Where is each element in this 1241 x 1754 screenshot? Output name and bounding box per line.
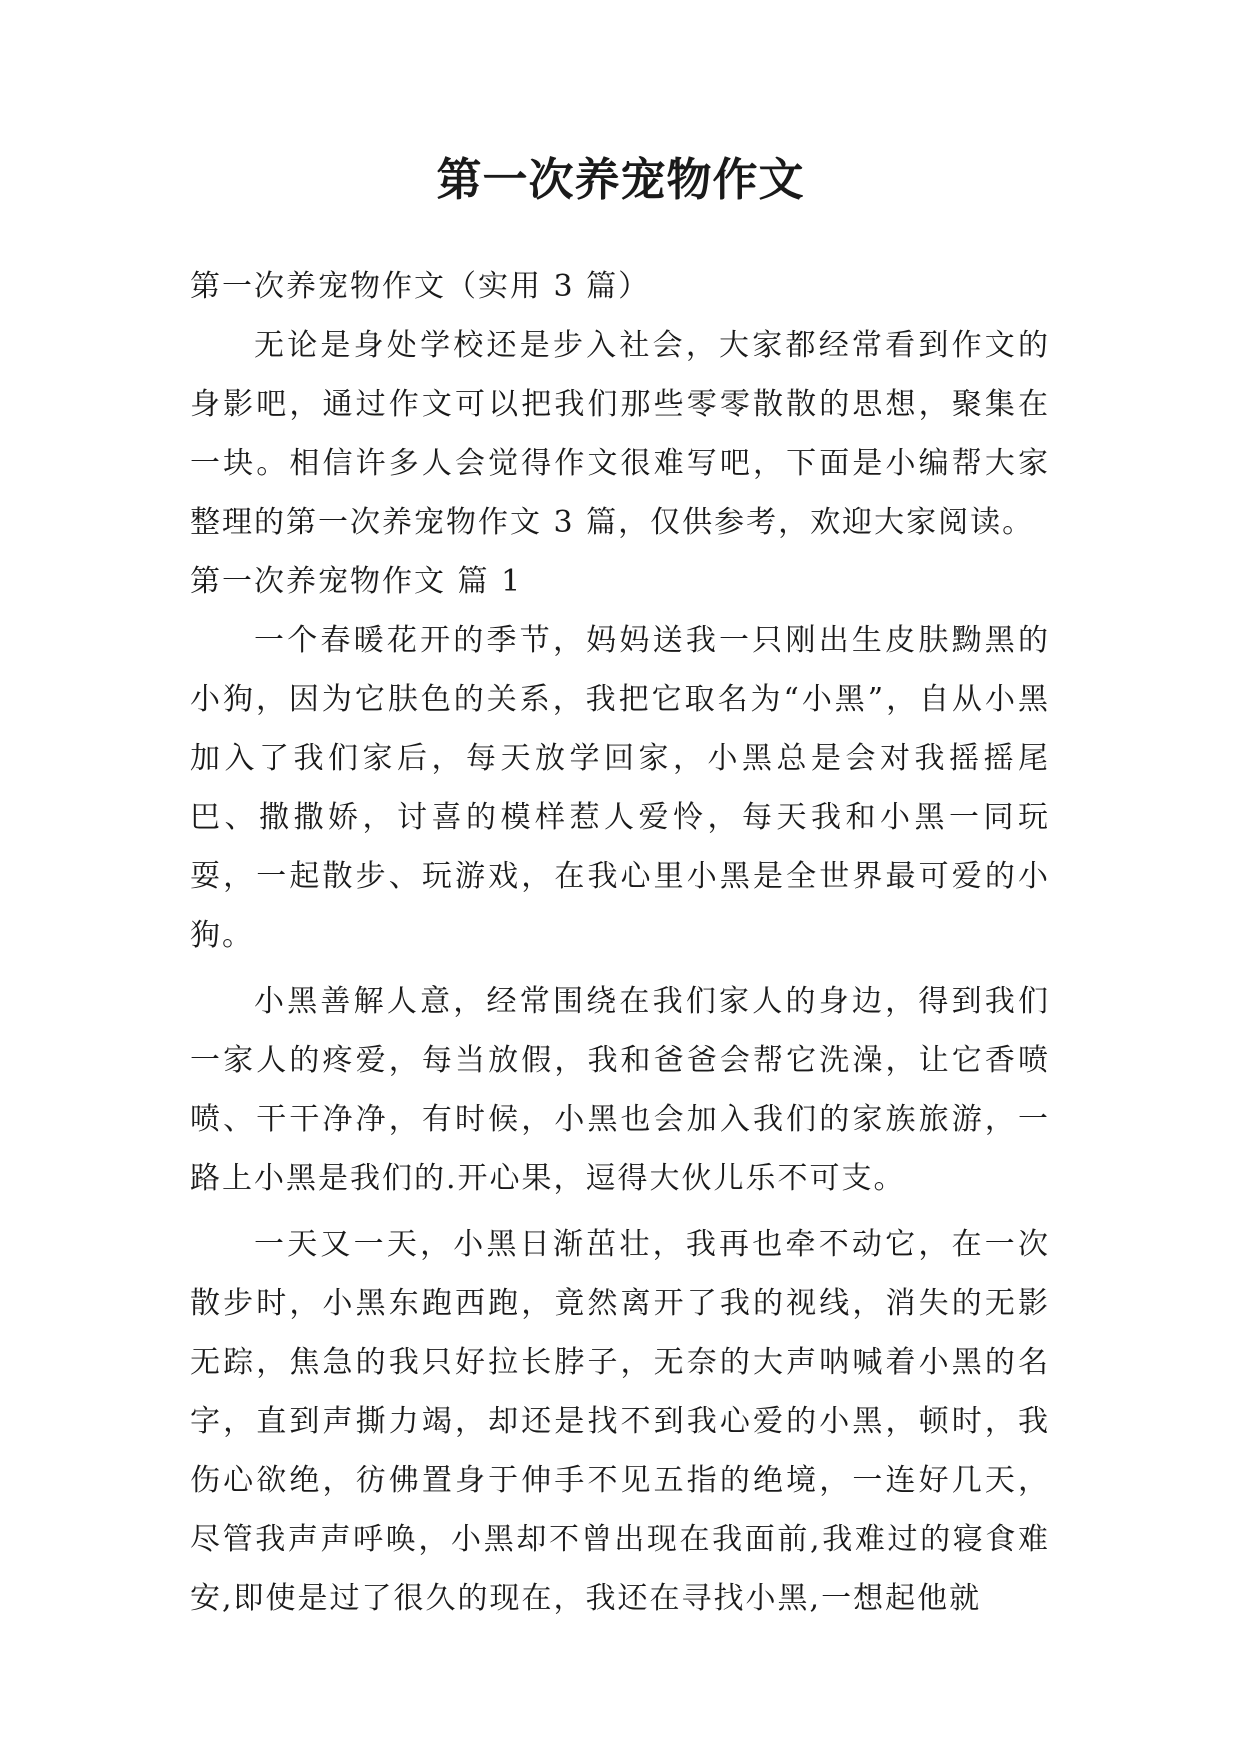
section-heading: 第一次养宠物作文 篇 1 [190,564,523,599]
document-body [190,257,1050,1628]
body-paragraph-1: 一个春暖花开的季节，妈妈送我一只刚出生皮肤黝黑的小狗，因为它肤色的关系，我把它取名为“小黑”，自从小黑加入了我们家后，每天放学回家，小黑总是会对我摇摇尾巴、撒撒娇，讨喜的模样惹人爱怜，每天我和小黑一同玩耍，一起散步、玩游戏，在我心里小黑是全世界最可爱的小狗。 [190,623,1050,953]
intro-paragraph: 无论是身处学校还是步入社会，大家都经常看到作文的身影吧，通过作文可以把我们那些零零散散的思想，聚集在一块。相信许多人会觉得作文很难写吧，下面是小编帮大家整理的第一次养宠物作文 3 篇，仅供参考，欢迎大家阅读。 [190,328,1050,540]
document-title: 第一次养宠物作文 [436,153,805,206]
body-paragraph-2: 小黑善解人意，经常围绕在我们家人的身边，得到我们一家人的疼爱，每当放假，我和爸爸会帮它洗澡，让它香喷喷、干干净净，有时候，小黑也会加入我们的家族旅游，一路上小黑是我们的.开心果，逗得大伙儿乐不可支。 [190,984,1050,1196]
document-subtitle: 第一次养宠物作文（实用 3 篇） [190,269,651,304]
body-paragraph-3: 一天又一天，小黑日渐茁壮，我再也牵不动它，在一次散步时，小黑东跑西跑，竟然离开了我的视线，消失的无影无踪，焦急的我只好拉长脖子，无奈的大声呐喊着小黑的名字，直到声撕力竭，却还是找不到我心爱的小黑，顿时，我伤心欲绝，彷佛置身于伸手不见五指的绝境，一连好几天，尽管我声声呼唤，小黑却不曾出现在我面前,我难过的寝食难安,即使是过了很久的现在，我还在寻找小黑,一想起他就 [190,1227,1050,1616]
